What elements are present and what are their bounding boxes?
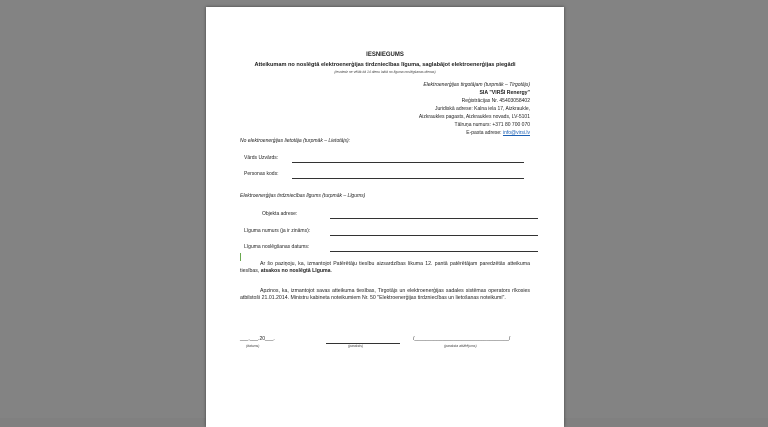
paragraph-withdrawal-text: Ar šo paziņoju, ka, izmantojot Patērētāju tiesību aizsardzības likuma 12. pantā patērētājam paredzētās atteikuma tiesības, [240, 261, 530, 275]
doc-subtitle: Atteikumam no noslēgtā elektroenerģijas tirdzniecības līguma, saglabājot elektroenerģijas piegādi [254, 62, 516, 68]
supplier-address-1: Juridiskā adrese: Kalna iela 17, Aizkraukle, [434, 106, 530, 112]
signature-decode-caption: (paraksta atšifrējums) [444, 344, 477, 348]
paragraph-withdrawal-end: . [330, 268, 332, 275]
contract-date-label: Līguma noslēgšanas datums: [244, 244, 310, 250]
user-id-field[interactable] [292, 178, 524, 179]
contract-number-label: Līguma numurs (ja ir zināms): [244, 228, 311, 234]
document-page [206, 7, 564, 427]
supplier-name: SIA "VIRŠI Renergy" [479, 90, 530, 96]
supplier-reg: Reģistrācijas Nr. 45403058402 [461, 98, 530, 104]
signature-field[interactable] [326, 343, 400, 344]
user-name-field[interactable] [292, 162, 524, 163]
doc-note: (iesniedz ne vēlāk kā 14 dienu laikā no līguma noslēgšanas dienas) [334, 70, 436, 74]
paragraph-withdrawal [240, 261, 530, 275]
object-address-label: Objekta adrese: [262, 211, 298, 217]
supplier-email-row [466, 131, 530, 136]
supplier-email-link[interactable]: info@virsi.lv [502, 130, 530, 136]
signature-caption: (paraksts) [348, 344, 364, 348]
supplier-address-2: Aizkraukles pagasts, Aizkraukles novads, LV-5101 [418, 114, 530, 120]
text-cursor [240, 253, 241, 261]
supplier-email-label: E-pasta adrese: [466, 130, 502, 136]
paragraph-acknowledgement: Apzinos, ka, izmantojot savas atteikuma tiesības, Tirgotājs un elektroenerģijas sadales sistēmas operators rīkosies atbilstoši 21.01.2014. Ministru kabineta noteikumiem Nr. 50 "Elektroenerģijas tirdzniecības un lietošanas noteikumi". [240, 288, 530, 302]
user-id-label: Personas kods: [244, 171, 279, 177]
contract-date-field[interactable] [330, 251, 538, 252]
user-section-heading: No elektroenerģijas lietotāja (turpmāk – Lietotājs): [240, 138, 351, 144]
contract-number-field[interactable] [330, 235, 538, 236]
signature-date-caption: (datums) [246, 344, 260, 348]
supplier-role: Elektroenerģijas tirgotājam (turpmāk – Tirgotājs) [423, 82, 530, 88]
signature-date-line[interactable]: ___.___.20___. [240, 336, 275, 342]
paragraph-withdrawal-strong: atsakos no noslēgtā Līguma [260, 268, 331, 275]
object-address-field[interactable] [330, 218, 538, 219]
user-name-label: Vārds Uzvārds: [244, 155, 279, 161]
doc-title: IESNIEGUMS [366, 52, 404, 58]
signature-decode-line[interactable]: /__________________________________/ [413, 336, 511, 342]
supplier-phone: Tālruņa numurs: +371 80 700 070 [454, 122, 530, 128]
contract-section-heading: Elektroenerģijas tirdzniecības līgums (turpmāk – Līgums) [240, 193, 366, 199]
